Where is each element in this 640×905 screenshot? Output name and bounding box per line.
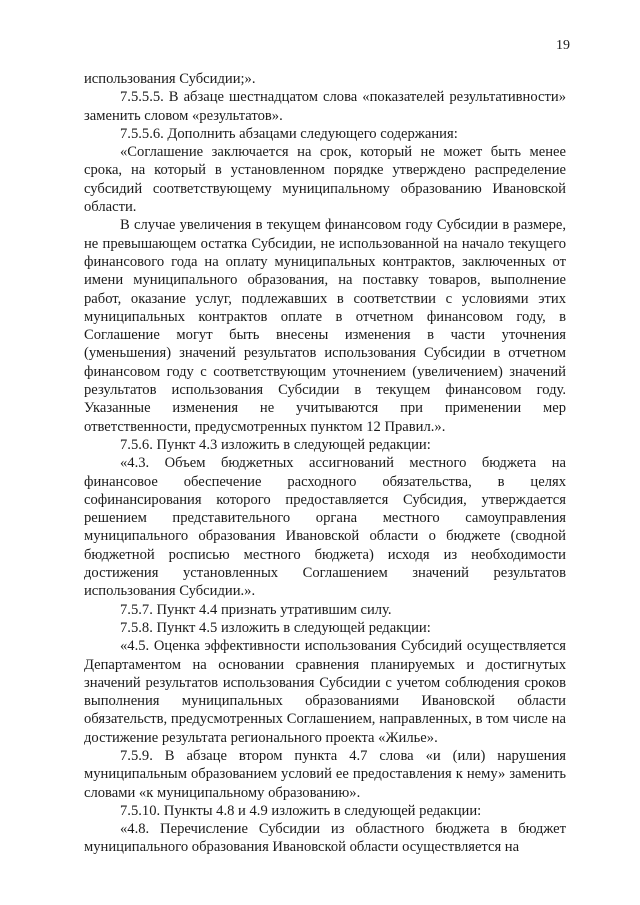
paragraph-7-5-7: 7.5.7. Пункт 4.4 признать утратившим силу.: [120, 601, 392, 618]
paragraph-7-5-5-5: 7.5.5.5. В абзаце шестнадцатом слова «показателей результативности» заменить словом «результатов».: [84, 89, 566, 124]
paragraph-7-5-10: 7.5.10. Пункты 4.8 и 4.9 изложить в следующей редакции:: [120, 802, 482, 819]
paragraph-4-8: «4.8. Перечисление Субсидии из областного бюджета в бюджет муниципального образования Ивановской области осуществляется на: [84, 821, 566, 856]
paragraph-4-5: «4.5. Оценка эффективности использования Субсидий осуществляется Департаментом на основании сравнения планируемых и достигнутых значений результатов использования Субсидии с учетом соблюдения сроков выполнения муниципальных образованиями Ивановской области обязательств, предусмотренных Соглашением, направленных, в том числе на достижение результата регионального проекта «Жилье».: [84, 638, 566, 746]
paragraph-4-3: «4.3. Объем бюджетных ассигнований местного бюджета на финансовое обеспечение расходного обязательства, в целях софинансирования которого предоставляется Субсидия, утверждается решением представительного органа местного самоуправления муниципального образования Ивановской области о бюджете (сводной бюджетной росписью местного бюджета) исходя из необходимости достижения установленных Соглашением значений результатов использования Субсидии.».: [84, 455, 566, 600]
paragraph-subsidy-increase: В случае увеличения в текущем финансовом году Субсидии в размере, не превышающем остатка Субсидии, не использованной на начало текущего финансового года на оплату муниципальных контрактов, заключенных от имени муниципального образования, на поставку товаров, выполнение работ, оказание услуг, подлежавших в соответствии с условиями этих муниципальных контрактов оплате в отчетном финансовом году, в Соглашение могут быть внесены изменения в части уточнения (уменьшения) значений результатов использования Субсидии в отчетном финансовом году с соответствующим уточнением (увеличением) значений результатов использования Субсидии в текущем финансовом году. Указанные изменения не учитываются при применении мер ответственности, предусмотренных пунктом 12 Правил.».: [84, 217, 566, 435]
paragraph-agreement-term: «Соглашение заключается на срок, который не может быть менее срока, на который в установленном порядке утверждено распределение субсидий соответствующему муниципальному образованию Ивановской области.: [84, 144, 566, 216]
page-number: 19: [556, 38, 570, 53]
paragraph-1: использования Субсидии;».: [84, 71, 256, 87]
paragraph-7-5-5-6: 7.5.5.6. Дополнить абзацами следующего содержания:: [120, 125, 458, 142]
paragraph-7-5-6: 7.5.6. Пункт 4.3 изложить в следующей редакции:: [120, 436, 431, 453]
paragraph-7-5-8: 7.5.8. Пункт 4.5 изложить в следующей редакции:: [120, 619, 431, 636]
document-body: [84, 70, 566, 857]
paragraph-7-5-9: 7.5.9. В абзаце втором пункта 4.7 слова «и (или) нарушения муниципальным образованием условий ее предоставления к нему» заменить словами «к муниципальному образованию».: [84, 747, 566, 801]
